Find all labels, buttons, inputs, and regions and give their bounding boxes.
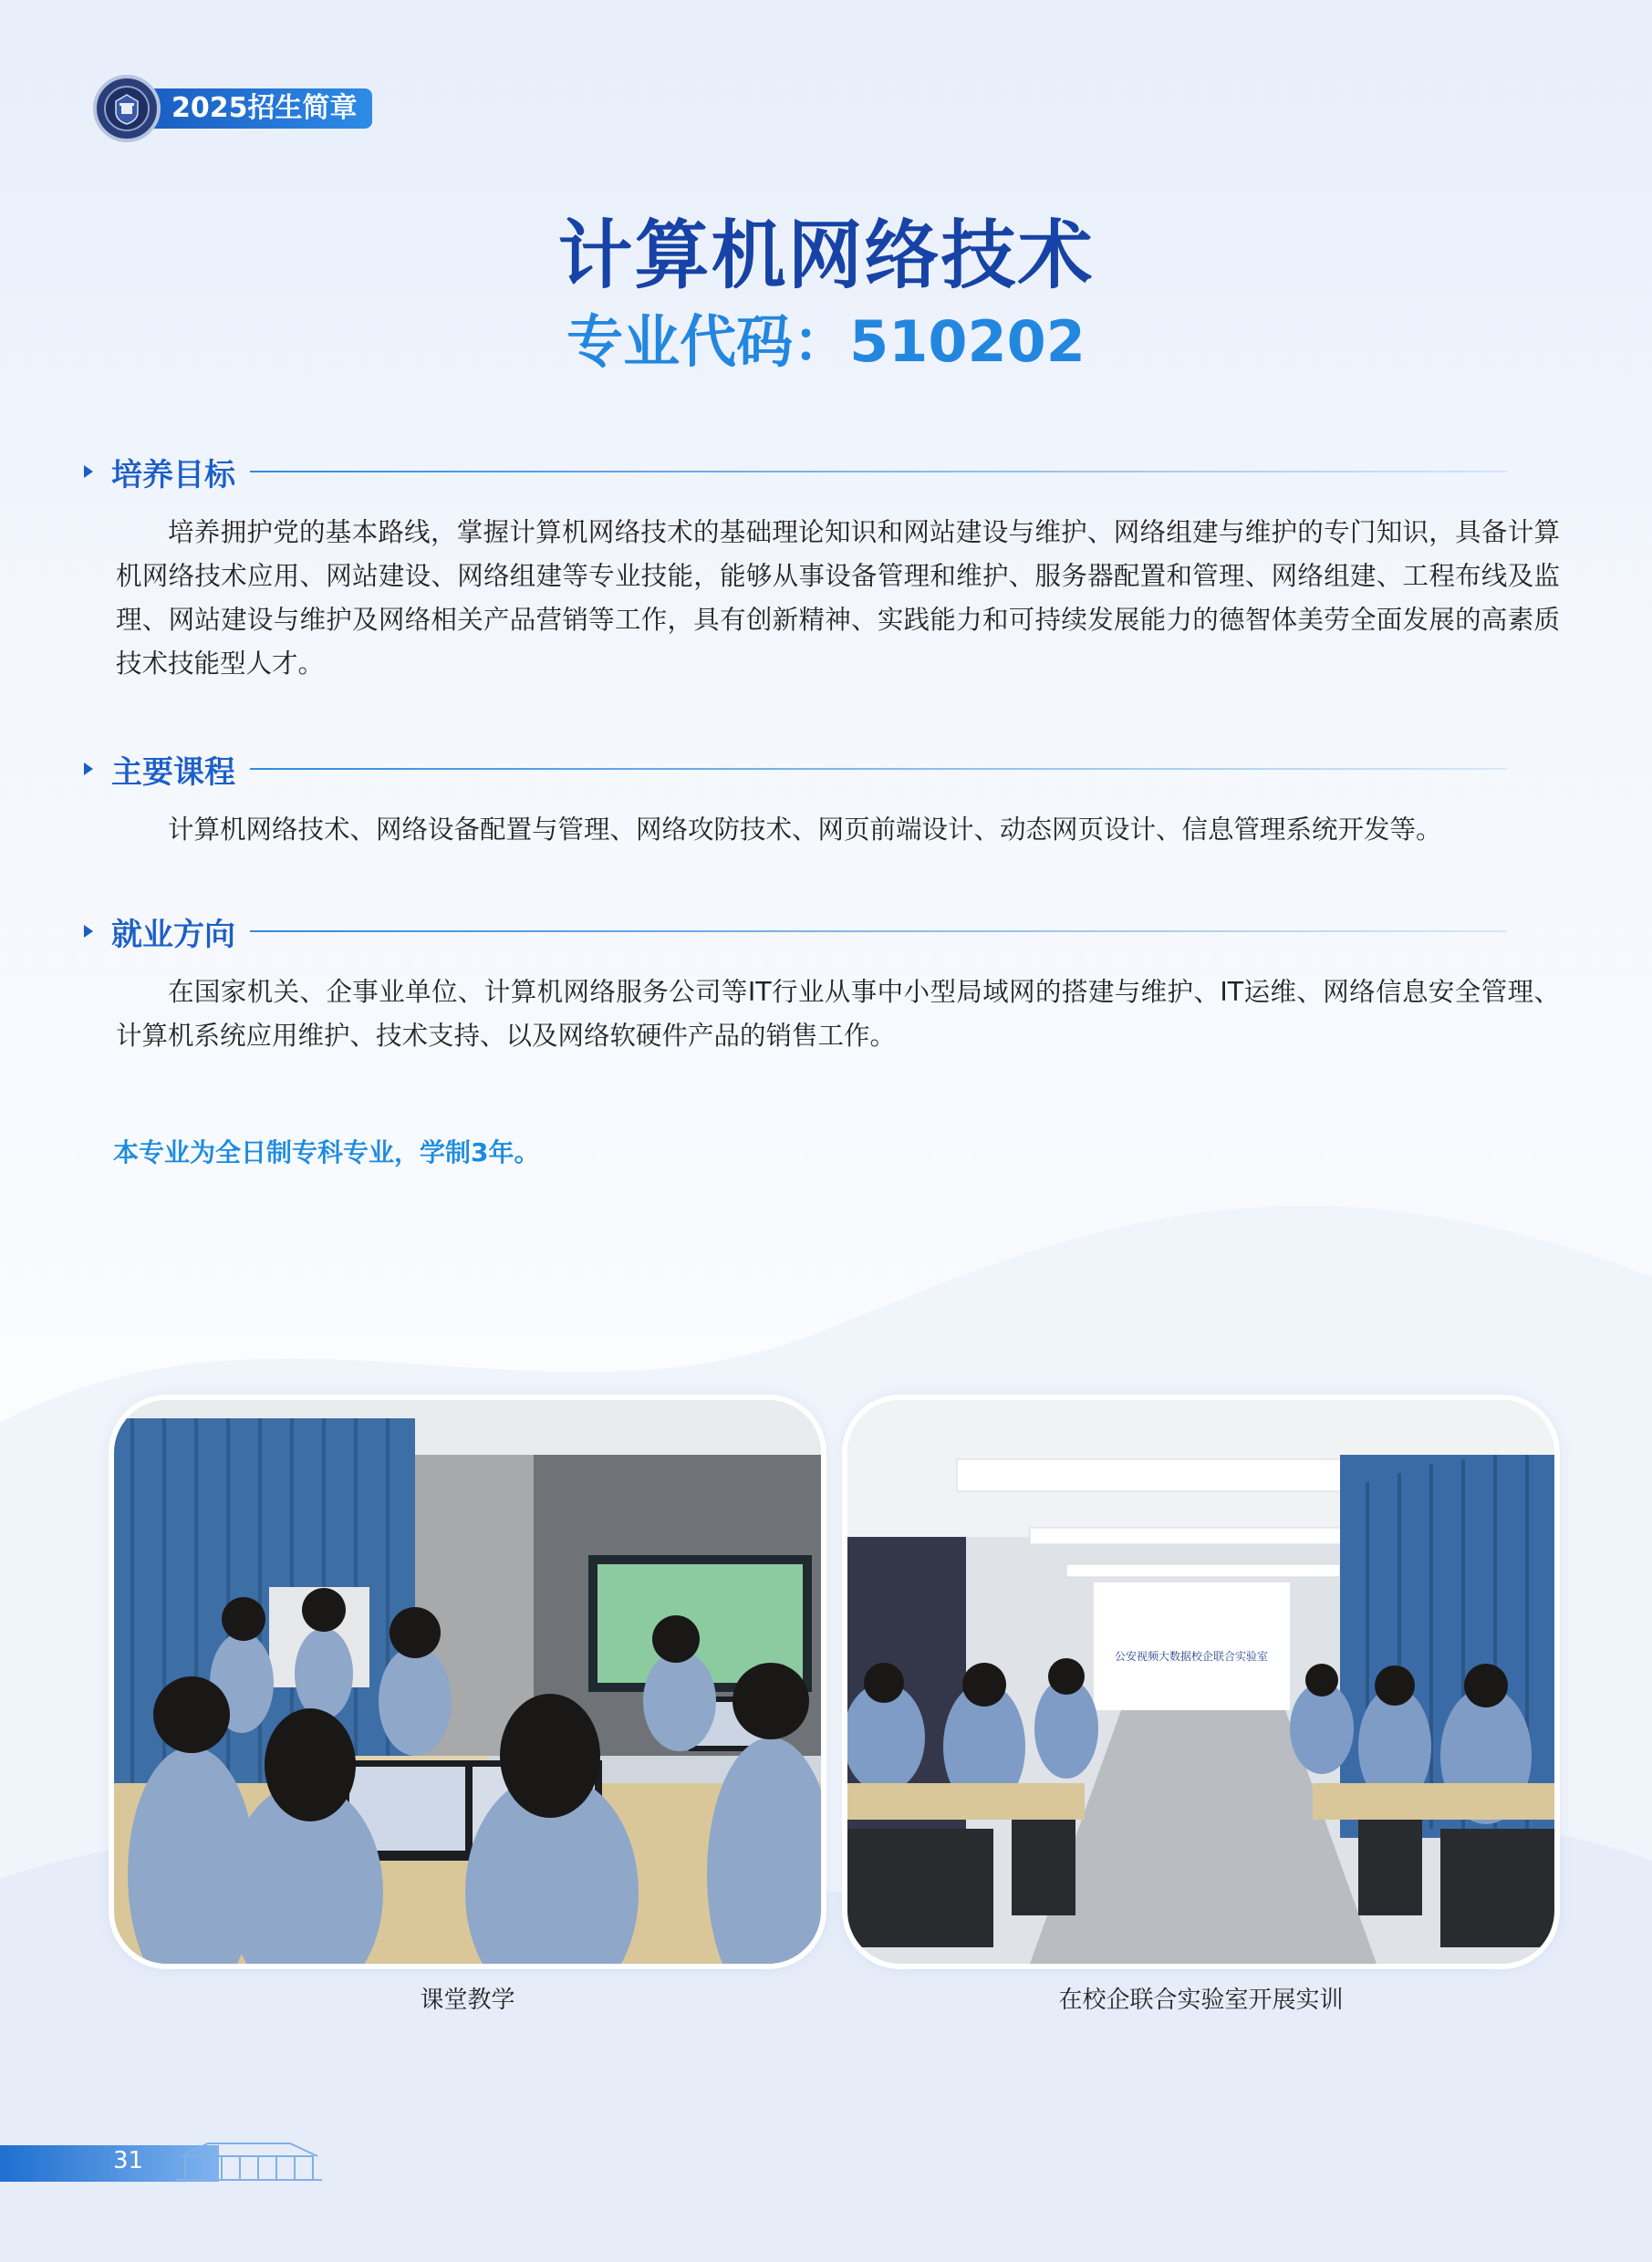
section-divider — [250, 471, 1507, 472]
program-note: 本专业为全日制专科专业，学制3年。 — [113, 1137, 540, 1167]
section-heading-label: 培养目标 — [111, 456, 235, 493]
page-title: 计算机网络技术 — [557, 213, 1095, 299]
section-heading-careers — [84, 908, 1507, 954]
section-divider — [250, 768, 1507, 770]
photo-caption: 课堂教学 — [420, 1987, 515, 2014]
bullet-triangle-icon — [84, 925, 93, 938]
section-text-courses: 计算机网络技术、网络设备配置与管理、网络攻防技术、网页前端设计、动态网页设计、信息管理系统开发等。 — [168, 815, 1442, 845]
section-text-careers: 在国家机关、企事业单位、计算机网络服务公司等IT行业从事中小型局域网的搭建与维护、IT运维、网络信息安全管理、计算机系统应用维护、技术支持、以及网络软硬件产品的销售工作。 — [116, 977, 1560, 1051]
photo-classroom — [114, 1400, 821, 1964]
section-heading-goals — [84, 449, 1507, 494]
section-heading-label: 就业方向 — [111, 916, 235, 953]
brochure-year-tag: 2025招生简章 — [151, 88, 372, 129]
section-heading-courses — [84, 746, 1507, 792]
bullet-triangle-icon — [84, 763, 93, 775]
section-divider — [250, 930, 1507, 932]
bullet-triangle-icon — [84, 465, 93, 478]
photo-lab — [847, 1400, 1554, 1964]
section-heading-label: 主要课程 — [111, 753, 235, 791]
major-code: 专业代码：510202 — [566, 308, 1086, 375]
police-college-emblem-icon — [93, 75, 161, 142]
lab-wall-sign: 公安视频大数据校企联合实验室 — [1114, 1650, 1269, 1663]
page-number: 31 — [113, 2147, 144, 2174]
photo-caption: 在校企联合实验室开展实训 — [1058, 1987, 1344, 2014]
section-text-goals: 培养拥护党的基本路线，掌握计算机网络技术的基础理论知识和网站建设与维护、网络组建与维护的专门知识，具备计算机网络技术应用、网站建设、网络组建等专业技能，能够从事设备管理和维护、服务器配置和管理、网络组建、工程布线及监理、网站建设与维护及网络相关产品营销等工作，具有创新精神、实践能力和可持续发展能力的德智体美劳全面发展的高素质技术技能型人才。 — [116, 517, 1560, 679]
header-badge — [93, 75, 372, 142]
building-outline-icon — [171, 2136, 327, 2182]
